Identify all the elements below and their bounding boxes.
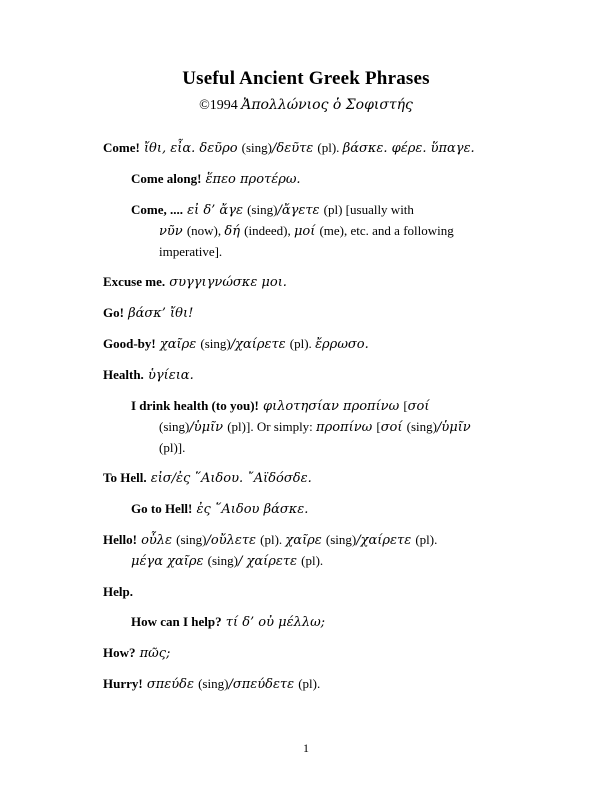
phrase-entry bbox=[131, 612, 509, 633]
phrase-entry bbox=[103, 138, 509, 159]
copyright-subtitle bbox=[103, 97, 509, 114]
phrase-text: ὑγίεια. bbox=[143, 368, 194, 383]
phrase-text: /σπεύδετε bbox=[228, 677, 299, 692]
phrase-headword: I drink health (to you)! bbox=[131, 398, 259, 413]
phrase-text: νῦν bbox=[159, 224, 187, 239]
phrase-text: (pl). bbox=[415, 532, 438, 547]
phrase-text: σοί bbox=[407, 399, 430, 414]
phrase-text: (pl)]. bbox=[159, 440, 186, 455]
phrase-text: χαῖρε bbox=[285, 533, 326, 548]
phrase-text: σπεύδε bbox=[142, 677, 199, 692]
phrase-text: (sing) bbox=[247, 202, 278, 217]
page-title: Useful Ancient Greek Phrases bbox=[182, 68, 430, 89]
phrase-text: ἕπεο προτέρω. bbox=[201, 172, 301, 187]
phrase-text: Ἀπολλώνιος ὁ Σοφιστής bbox=[241, 97, 413, 113]
phrase-text: /δεῦτε bbox=[272, 141, 318, 156]
phrase-text: / χαίρετε bbox=[237, 554, 302, 569]
phrase-text: (sing) bbox=[200, 336, 231, 351]
phrase-text: /οὔλετε bbox=[206, 533, 261, 548]
phrase-text: χαῖρε bbox=[155, 337, 201, 352]
phrase-text: /ἄγετε bbox=[277, 203, 324, 218]
phrase-text: βάσκε. φέρε. ὕπαγε. bbox=[342, 141, 475, 156]
phrase-headword: Hurry! bbox=[103, 676, 143, 691]
phrase-text: σοί bbox=[380, 420, 407, 435]
phrase-entry bbox=[103, 272, 509, 293]
phrase-text: μοί bbox=[293, 224, 320, 239]
phrase-headword: Go! bbox=[103, 305, 124, 320]
phrase-text: (sing) bbox=[241, 140, 273, 155]
phrase-text: (now), bbox=[186, 223, 225, 238]
phrase-text: ἴθι, εἶα. δεῦρο bbox=[139, 141, 242, 156]
phrase-entry bbox=[131, 499, 509, 520]
phrase-text: μέγα χαῖρε bbox=[131, 554, 208, 569]
phrase-text: (sing) bbox=[198, 676, 229, 691]
phrase-text: (sing) bbox=[207, 553, 238, 568]
phrase-text: [ bbox=[376, 419, 381, 434]
phrase-headword: Come, .... bbox=[131, 202, 183, 217]
phrase-text: /χαίρετε bbox=[356, 533, 416, 548]
phrase-entry bbox=[103, 530, 509, 572]
phrase-headword: Excuse me. bbox=[103, 274, 166, 289]
phrase-text: /ὑμῖν bbox=[436, 420, 471, 435]
phrase-text: (me), etc. and a following bbox=[319, 223, 454, 238]
phrase-entry bbox=[131, 396, 509, 458]
phrase-headword: Health. bbox=[103, 367, 144, 382]
phrase-text: ©1994 bbox=[199, 98, 242, 113]
phrase-headword: How? bbox=[103, 645, 136, 660]
phrase-entry bbox=[103, 334, 509, 355]
phrase-text: (pl) [usually with bbox=[323, 202, 414, 217]
phrase-headword: Hello! bbox=[103, 532, 137, 547]
phrase-text: [ bbox=[403, 398, 408, 413]
phrase-text: (indeed), bbox=[244, 223, 294, 238]
phrase-text: /ὑμῖν bbox=[189, 420, 228, 435]
phrase-entry bbox=[103, 365, 509, 386]
phrase-headword: Come! bbox=[103, 140, 140, 155]
phrase-headword: Help. bbox=[103, 584, 133, 599]
phrase-text: (sing) bbox=[176, 532, 207, 547]
phrase-headword: Come along! bbox=[131, 171, 202, 186]
phrase-entry bbox=[103, 303, 509, 324]
phrase-text: ἔρρωσο. bbox=[315, 337, 369, 352]
phrase-text: τί δ’ οὐ μέλλω; bbox=[221, 615, 326, 630]
phrase-text: ἐς ῞Αιδου βάσκε. bbox=[192, 502, 309, 517]
phrase-text: συγγιγνώσκε μοι. bbox=[165, 275, 287, 290]
phrase-text: (sing) bbox=[406, 419, 437, 434]
phrase-text: (sing) bbox=[159, 419, 190, 434]
phrase-text: εἰ δ’ ἄγε bbox=[183, 203, 248, 218]
phrase-entry bbox=[103, 674, 509, 695]
phrase-text: (pl). bbox=[301, 553, 324, 568]
phrase-text: οὖλε bbox=[136, 533, 177, 548]
phrase-headword: Go to Hell! bbox=[131, 501, 193, 516]
phrase-text: (pl)]. Or simply: bbox=[227, 419, 317, 434]
phrase-text: πῶς; bbox=[135, 646, 171, 661]
phrase-headword: How can I help? bbox=[131, 614, 222, 629]
phrase-text: imperative]. bbox=[159, 244, 223, 259]
phrase-entry bbox=[103, 468, 509, 489]
phrase-text: /χαίρετε bbox=[230, 337, 290, 352]
phrase-text: εἰσ/ἐς ῞Αιδου. ῎Αϊδόσδε. bbox=[146, 471, 312, 486]
phrase-entry bbox=[131, 169, 509, 190]
phrase-text: (pl). bbox=[260, 532, 286, 547]
phrase-entry bbox=[103, 582, 509, 602]
phrase-entry bbox=[103, 643, 509, 664]
phrase-text: (pl). bbox=[317, 140, 343, 155]
page-content bbox=[103, 68, 509, 705]
phrase-headword: Good-by! bbox=[103, 336, 156, 351]
page-number: 1 bbox=[303, 741, 309, 755]
entry-list bbox=[103, 138, 509, 695]
phrase-text: βάσκ’ ἴθι! bbox=[123, 306, 194, 321]
phrase-text: προπίνω bbox=[316, 420, 377, 435]
phrase-text: (pl). bbox=[289, 336, 316, 351]
phrase-entry bbox=[131, 200, 509, 262]
phrase-text: (sing) bbox=[325, 532, 357, 547]
phrase-text: (pl). bbox=[298, 676, 321, 691]
phrase-text: φιλοτησίαν προπίνω bbox=[258, 399, 404, 414]
phrase-text: δή bbox=[224, 224, 245, 239]
phrase-headword: To Hell. bbox=[103, 470, 147, 485]
